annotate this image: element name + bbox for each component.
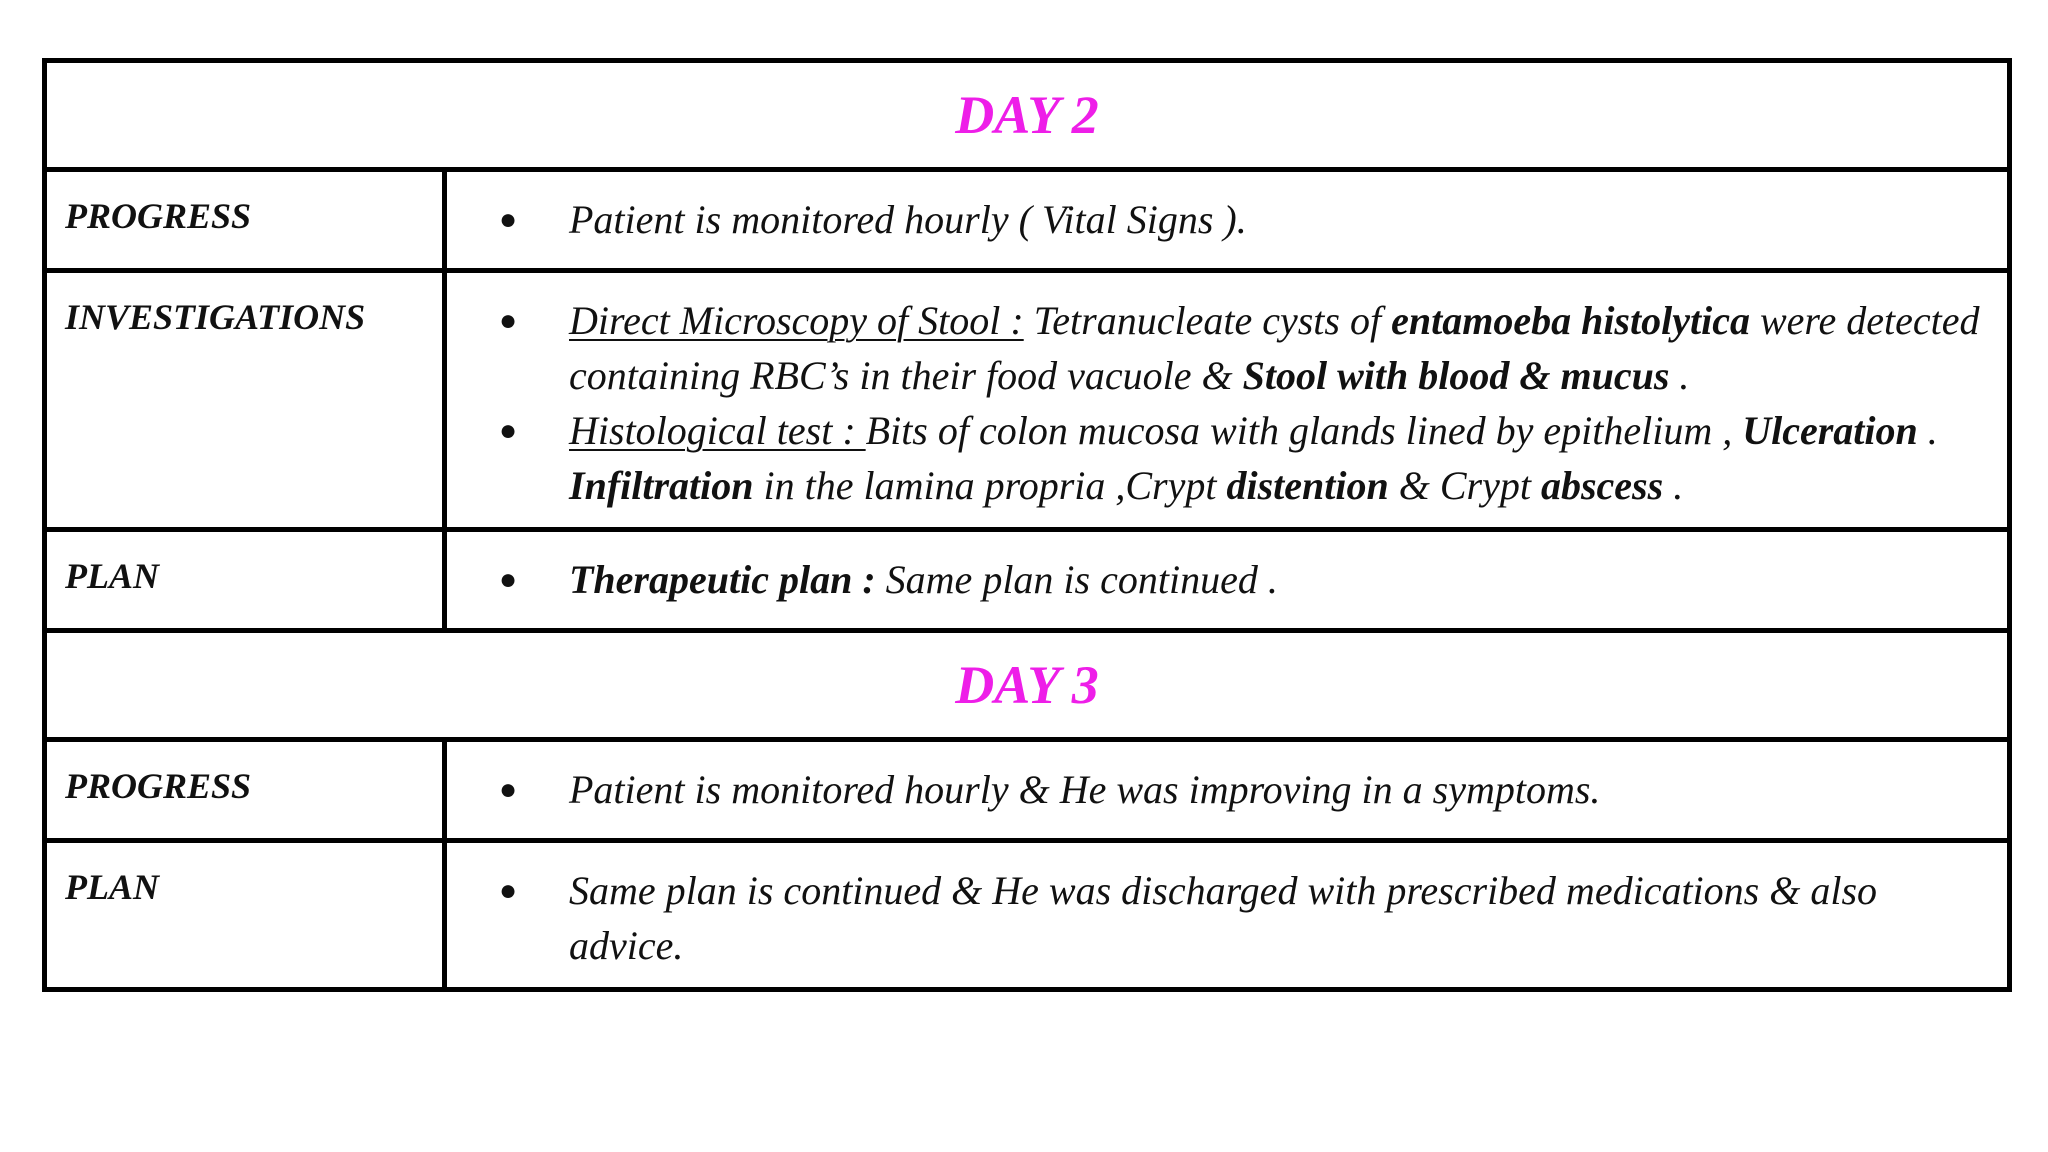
row-label: INVESTIGATIONS — [45, 271, 445, 530]
plan-row — [45, 841, 2010, 990]
bullet-icon: ● — [499, 563, 518, 596]
row-content — [445, 530, 2010, 631]
row-label: PLAN — [45, 530, 445, 631]
day-header-row — [45, 631, 2010, 740]
item-text: & Crypt — [1388, 463, 1541, 508]
bullet-list — [447, 552, 1987, 607]
day-header-row — [45, 61, 2010, 170]
list-item — [447, 192, 1987, 247]
list-item — [447, 403, 1987, 513]
item-text: were detected containing RBC’s in their food vacuole & — [569, 298, 1980, 398]
item-text: Patient is monitored hourly & He was improving in a symptoms. — [569, 767, 1601, 812]
item-text: . — [1917, 408, 1938, 453]
item-text: Tetranucleate cysts of — [1023, 298, 1392, 343]
row-content — [445, 740, 2010, 841]
item-emphasis: Ulceration — [1742, 408, 1918, 453]
row-content — [445, 170, 2010, 271]
bullet-icon: ● — [499, 414, 518, 447]
row-label: PLAN — [45, 841, 445, 990]
item-text: Same plan is continued . — [875, 557, 1278, 602]
investigations-row — [45, 271, 2010, 530]
item-text: Patient is monitored hourly ( Vital Signs ). — [569, 197, 1247, 242]
bullet-list — [447, 192, 1987, 247]
bullet-list — [447, 293, 1987, 513]
day-header-cell — [45, 61, 2010, 170]
row-content — [445, 271, 2010, 530]
list-item — [447, 552, 1987, 607]
list-item — [447, 293, 1987, 403]
row-label: PROGRESS — [45, 170, 445, 271]
item-emphasis: Stool with blood & mucus — [1242, 353, 1670, 398]
item-text: in the lamina propria ,Crypt — [753, 463, 1227, 508]
bullet-list — [447, 863, 1987, 973]
item-text: Same plan is continued & He was discharged with prescribed medications & also advice. — [569, 868, 1878, 968]
bullet-icon: ● — [499, 773, 518, 806]
item-text: Bits of colon mucosa with glands lined by epithelium , — [865, 408, 1743, 453]
item-heading: Histological test : — [569, 408, 866, 453]
row-label: PROGRESS — [45, 740, 445, 841]
bullet-list — [447, 762, 1987, 817]
day-title: DAY 2 — [955, 85, 1099, 145]
item-heading: Direct Microscopy of Stool : — [569, 298, 1024, 343]
item-emphasis: abscess — [1540, 463, 1664, 508]
plan-row — [45, 530, 2010, 631]
item-text: . — [1663, 463, 1684, 508]
list-item — [447, 762, 1987, 817]
item-emphasis: entamoeba histolytica — [1391, 298, 1750, 343]
bullet-icon: ● — [499, 304, 518, 337]
item-text: . — [1669, 353, 1690, 398]
row-content — [445, 841, 2010, 990]
item-emphasis: Therapeutic plan : — [569, 557, 876, 602]
clinical-progress-table — [42, 58, 2012, 992]
item-emphasis: distention — [1226, 463, 1389, 508]
bullet-icon: ● — [499, 874, 518, 907]
progress-row — [45, 740, 2010, 841]
item-emphasis: Infiltration — [569, 463, 754, 508]
list-item — [447, 863, 1987, 973]
progress-row — [45, 170, 2010, 271]
day-title: DAY 3 — [955, 655, 1099, 715]
bullet-icon: ● — [499, 203, 518, 236]
day-header-cell — [45, 631, 2010, 740]
